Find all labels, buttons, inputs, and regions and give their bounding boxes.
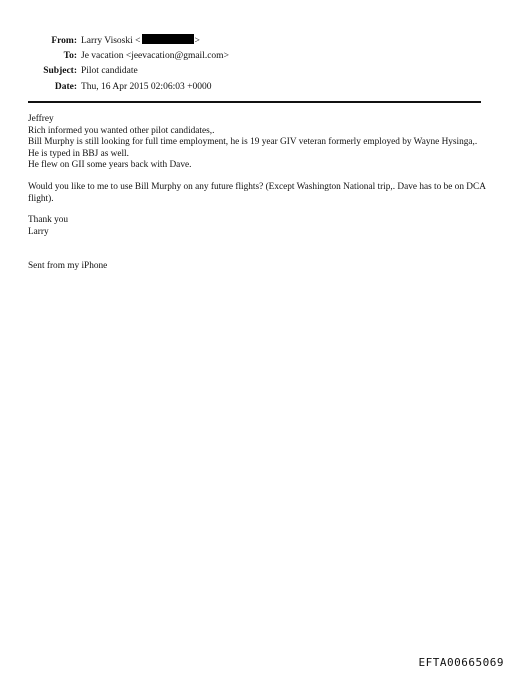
redaction-box — [142, 34, 194, 44]
body-line-1: Rich informed you wanted other pilot candidates,. — [28, 125, 215, 136]
from-label: From: — [51, 36, 77, 46]
date-label: Date: — [54, 81, 77, 92]
date-row — [0, 80, 512, 95]
spacer — [28, 238, 488, 261]
spacer — [28, 205, 488, 215]
greeting: Jeffrey — [28, 114, 54, 124]
from-row — [0, 34, 512, 49]
from-end: > — [194, 36, 200, 46]
email-body — [28, 114, 488, 273]
from-name: Larry Visoski < — [81, 36, 141, 46]
date-value: Thu, 16 Apr 2015 02:06:03 +0000 — [81, 81, 212, 92]
body-line-3: He flew on GII some years back with Dave. — [28, 160, 192, 171]
to-value: Je vacation <jeevacation@gmail.com> — [81, 51, 229, 62]
subject-label: Subject: — [43, 66, 77, 77]
signoff-name: Larry — [28, 226, 49, 237]
body-question: Would you like to me to use Bill Murphy on any future flights? (Except Washington National trip,. Dave has to be on DCA flight). — [28, 181, 486, 204]
header-divider — [28, 101, 481, 103]
email-header — [0, 34, 512, 95]
subject-row — [0, 64, 512, 79]
body-line-2: Bill Murphy is still looking for full time employment, he is 19 year GIV veteran formerly employed by Wayne Hysinga,. He is typed in BBJ as well. — [28, 137, 478, 159]
document-id: EFTA00665069 — [418, 656, 504, 669]
to-label: To: — [63, 51, 77, 62]
signoff-thanks: Thank you — [28, 215, 69, 226]
signature: Sent from my iPhone — [28, 261, 108, 272]
to-row — [0, 49, 512, 64]
subject-value: Pilot candidate — [81, 66, 138, 77]
spacer — [28, 172, 488, 182]
